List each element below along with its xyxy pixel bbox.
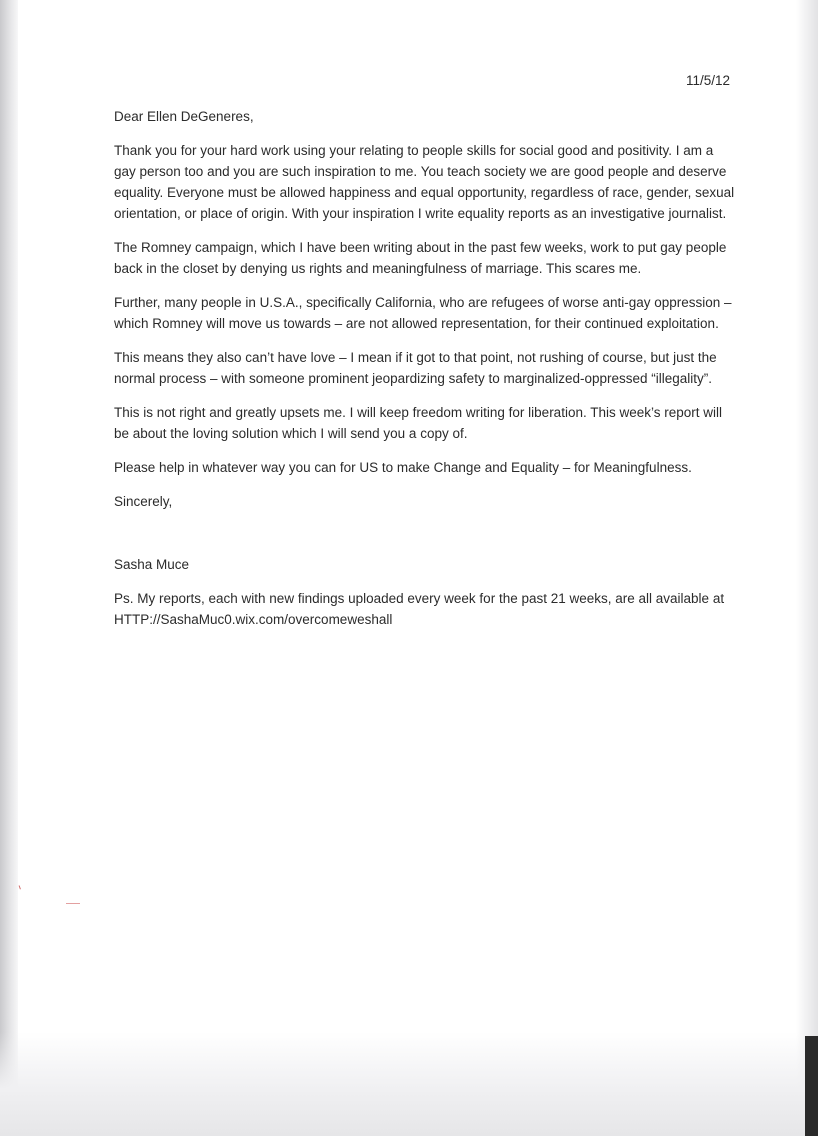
letter-date: 11/5/12 [685, 73, 730, 88]
paragraph: This is not right and greatly upsets me. I will keep freedom writing for liberation. This week’s report will be about the loving solution which I will send you a copy of. [114, 405, 723, 441]
pen-mark [19, 883, 29, 890]
scan-bottom-shade [0, 1032, 818, 1136]
postscript: Ps. My reports, each with new findings uploaded every week for the past 21 weeks, are all available at HTTP://SashaMuc0.wix.com/overcomeweshall [114, 591, 725, 627]
paragraph: This means they also can’t have love – I mean if it got to that point, not rushing of course, but just the normal process – with someone prominent jeopardizing safety to marginalized-oppressed “illegality”. [114, 350, 717, 386]
scan-right-edge [796, 0, 818, 1136]
paragraph: Please help in whatever way you can for US to make Change and Equality – for Meaningfulness. [114, 460, 692, 475]
letter-body [114, 106, 742, 643]
paragraph: Further, many people in U.S.A., specifically California, who are refugees of worse anti-gay oppression – which Romney will move us towards – are not allowed representation, for their continued exploitation. [114, 295, 732, 331]
scan-left-edge [0, 0, 18, 1136]
paragraph: Thank you for your hard work using your relating to people skills for social good and positivity. I am a gay person too and you are such inspiration to me. You teach society we are good people and deserve equality. Everyone must be allowed happiness and equal opportunity, regardless of race, gender, sexual orientation, or place of origin. With your inspiration I write equality reports as an investigative journalist. [114, 143, 735, 221]
salutation: Dear Ellen DeGeneres, [114, 109, 254, 124]
paragraph: The Romney campaign, which I have been writing about in the past few weeks, work to put gay people back in the closet by denying us rights and meaningfulness of marriage. This scares me. [114, 240, 727, 276]
signature: Sasha Muce [114, 557, 190, 572]
scanner-bed-edge [805, 1036, 818, 1136]
closing: Sincerely, [114, 494, 173, 509]
pen-mark [66, 903, 80, 906]
